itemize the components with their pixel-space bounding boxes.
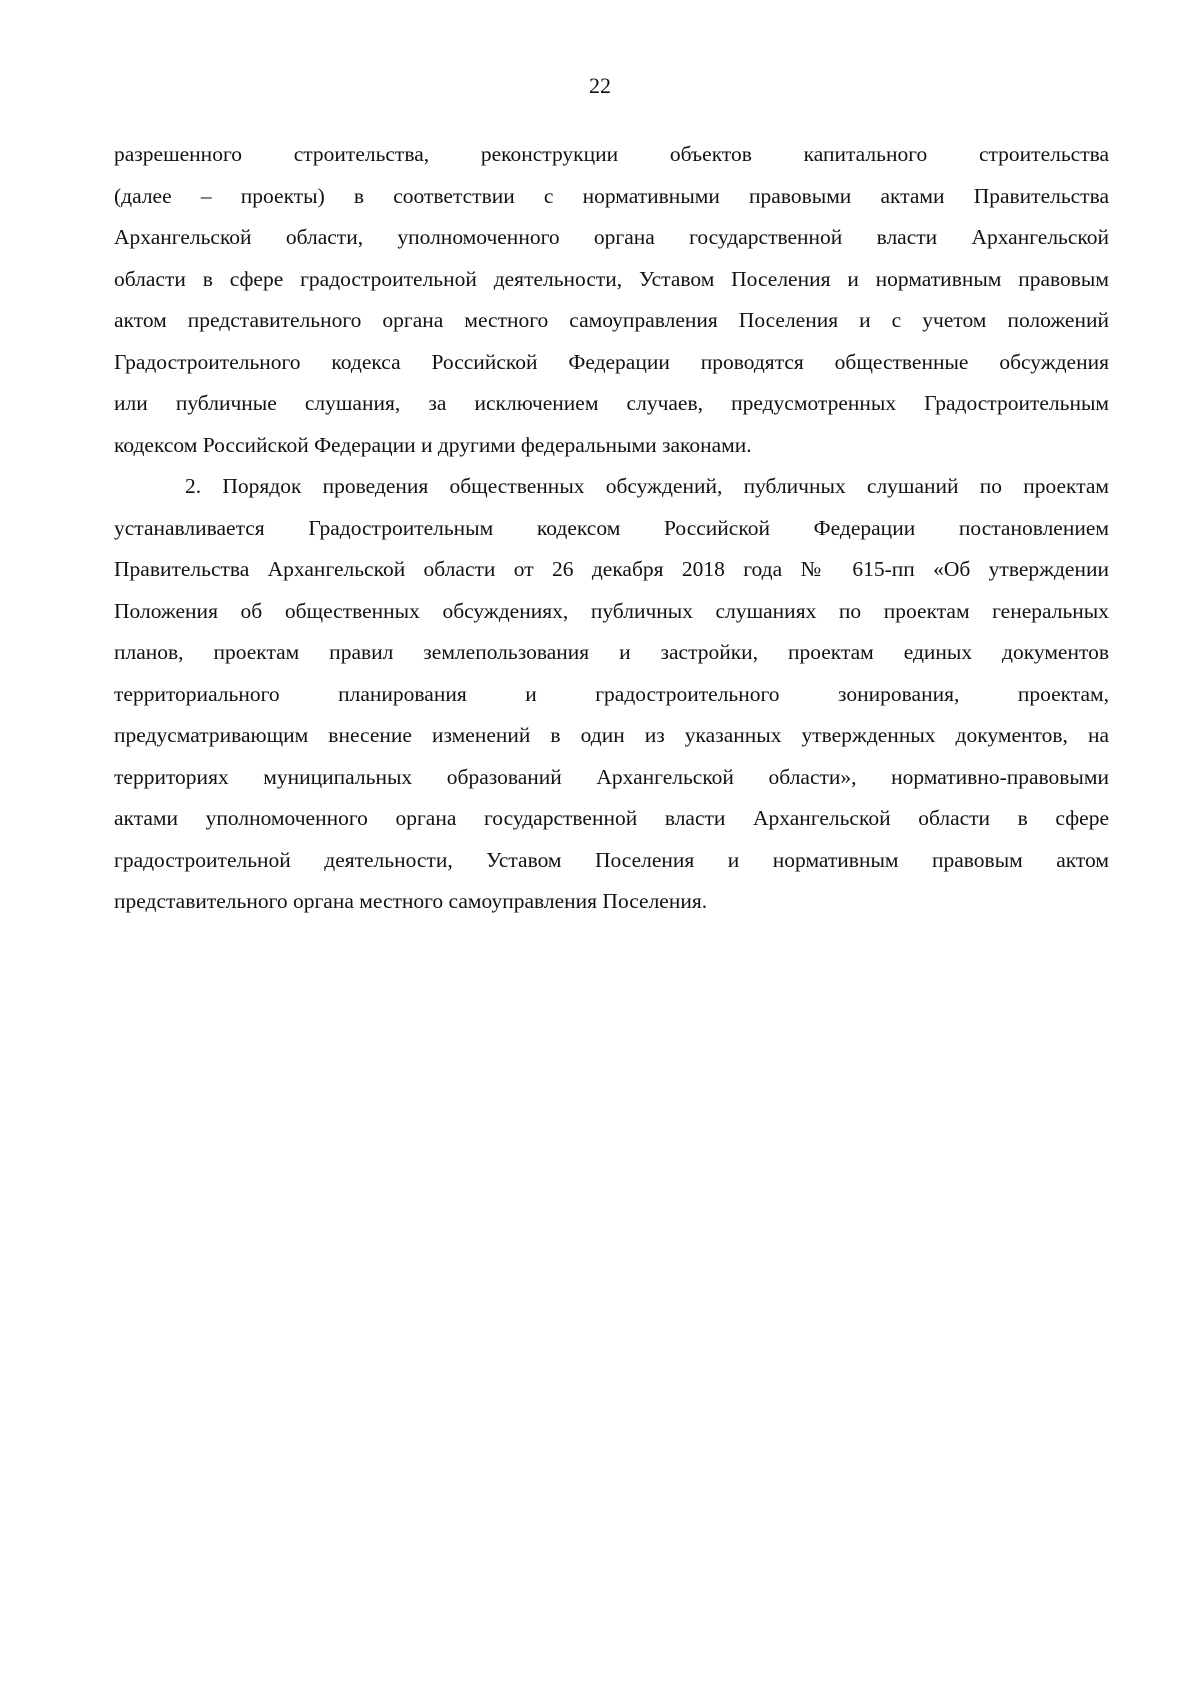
text-line: или публичные слушания, за исключением случаев, предусмотренных Градостроительным: [114, 391, 1109, 415]
document-body: [114, 134, 1109, 923]
text-line: предусматривающим внесение изменений в один из указанных утвержденных документов, на: [114, 723, 1109, 747]
text-line: разрешенного строительства, реконструкции объектов капитального строительства: [114, 142, 1109, 166]
text-line: Положения об общественных обсуждениях, публичных слушаниях по проектам генеральных: [114, 598, 1109, 623]
text-line: территориального планирования и градостроительного зонирования, проектам,: [114, 681, 1109, 706]
page-number: 22: [589, 73, 611, 98]
text-line: Правительства Архангельской области от 26 декабря 2018 года № 615-пп «Об утверждении: [114, 557, 1109, 581]
text-line: 2. Порядок проведения общественных обсуждений, публичных слушаний по проектам: [185, 474, 1109, 498]
text-line: устанавливается Градостроительным кодексом Российской Федерации постановлением: [114, 515, 1109, 540]
text-line: актами уполномоченного органа государственной власти Архангельской области в сфере: [114, 806, 1109, 830]
paragraph-2: [114, 466, 1109, 923]
text-line: области в сфере градостроительной деятельности, Уставом Поселения и нормативным правовым: [114, 266, 1109, 291]
text-line: (далее – проекты) в соответствии с нормативными правовыми актами Правительства: [114, 183, 1109, 208]
paragraph-1: [114, 134, 1109, 466]
text-line: Архангельской области, уполномоченного органа государственной власти Архангельской: [114, 225, 1109, 249]
text-line: представительного органа местного самоуправления Поселения.: [114, 889, 708, 913]
text-line: градостроительной деятельности, Уставом Поселения и нормативным правовым актом: [114, 847, 1109, 872]
text-line: Градостроительного кодекса Российской Федерации проводятся общественные обсуждения: [114, 349, 1109, 374]
text-line: кодексом Российской Федерации и другими федеральными законами.: [114, 432, 752, 457]
text-line: актом представительного органа местного самоуправления Поселения и с учетом положений: [114, 308, 1109, 332]
text-line: территориях муниципальных образований Архангельской области», нормативно-правовыми: [114, 764, 1109, 789]
text-line: планов, проектам правил землепользования и застройки, проектам единых документов: [114, 640, 1109, 664]
